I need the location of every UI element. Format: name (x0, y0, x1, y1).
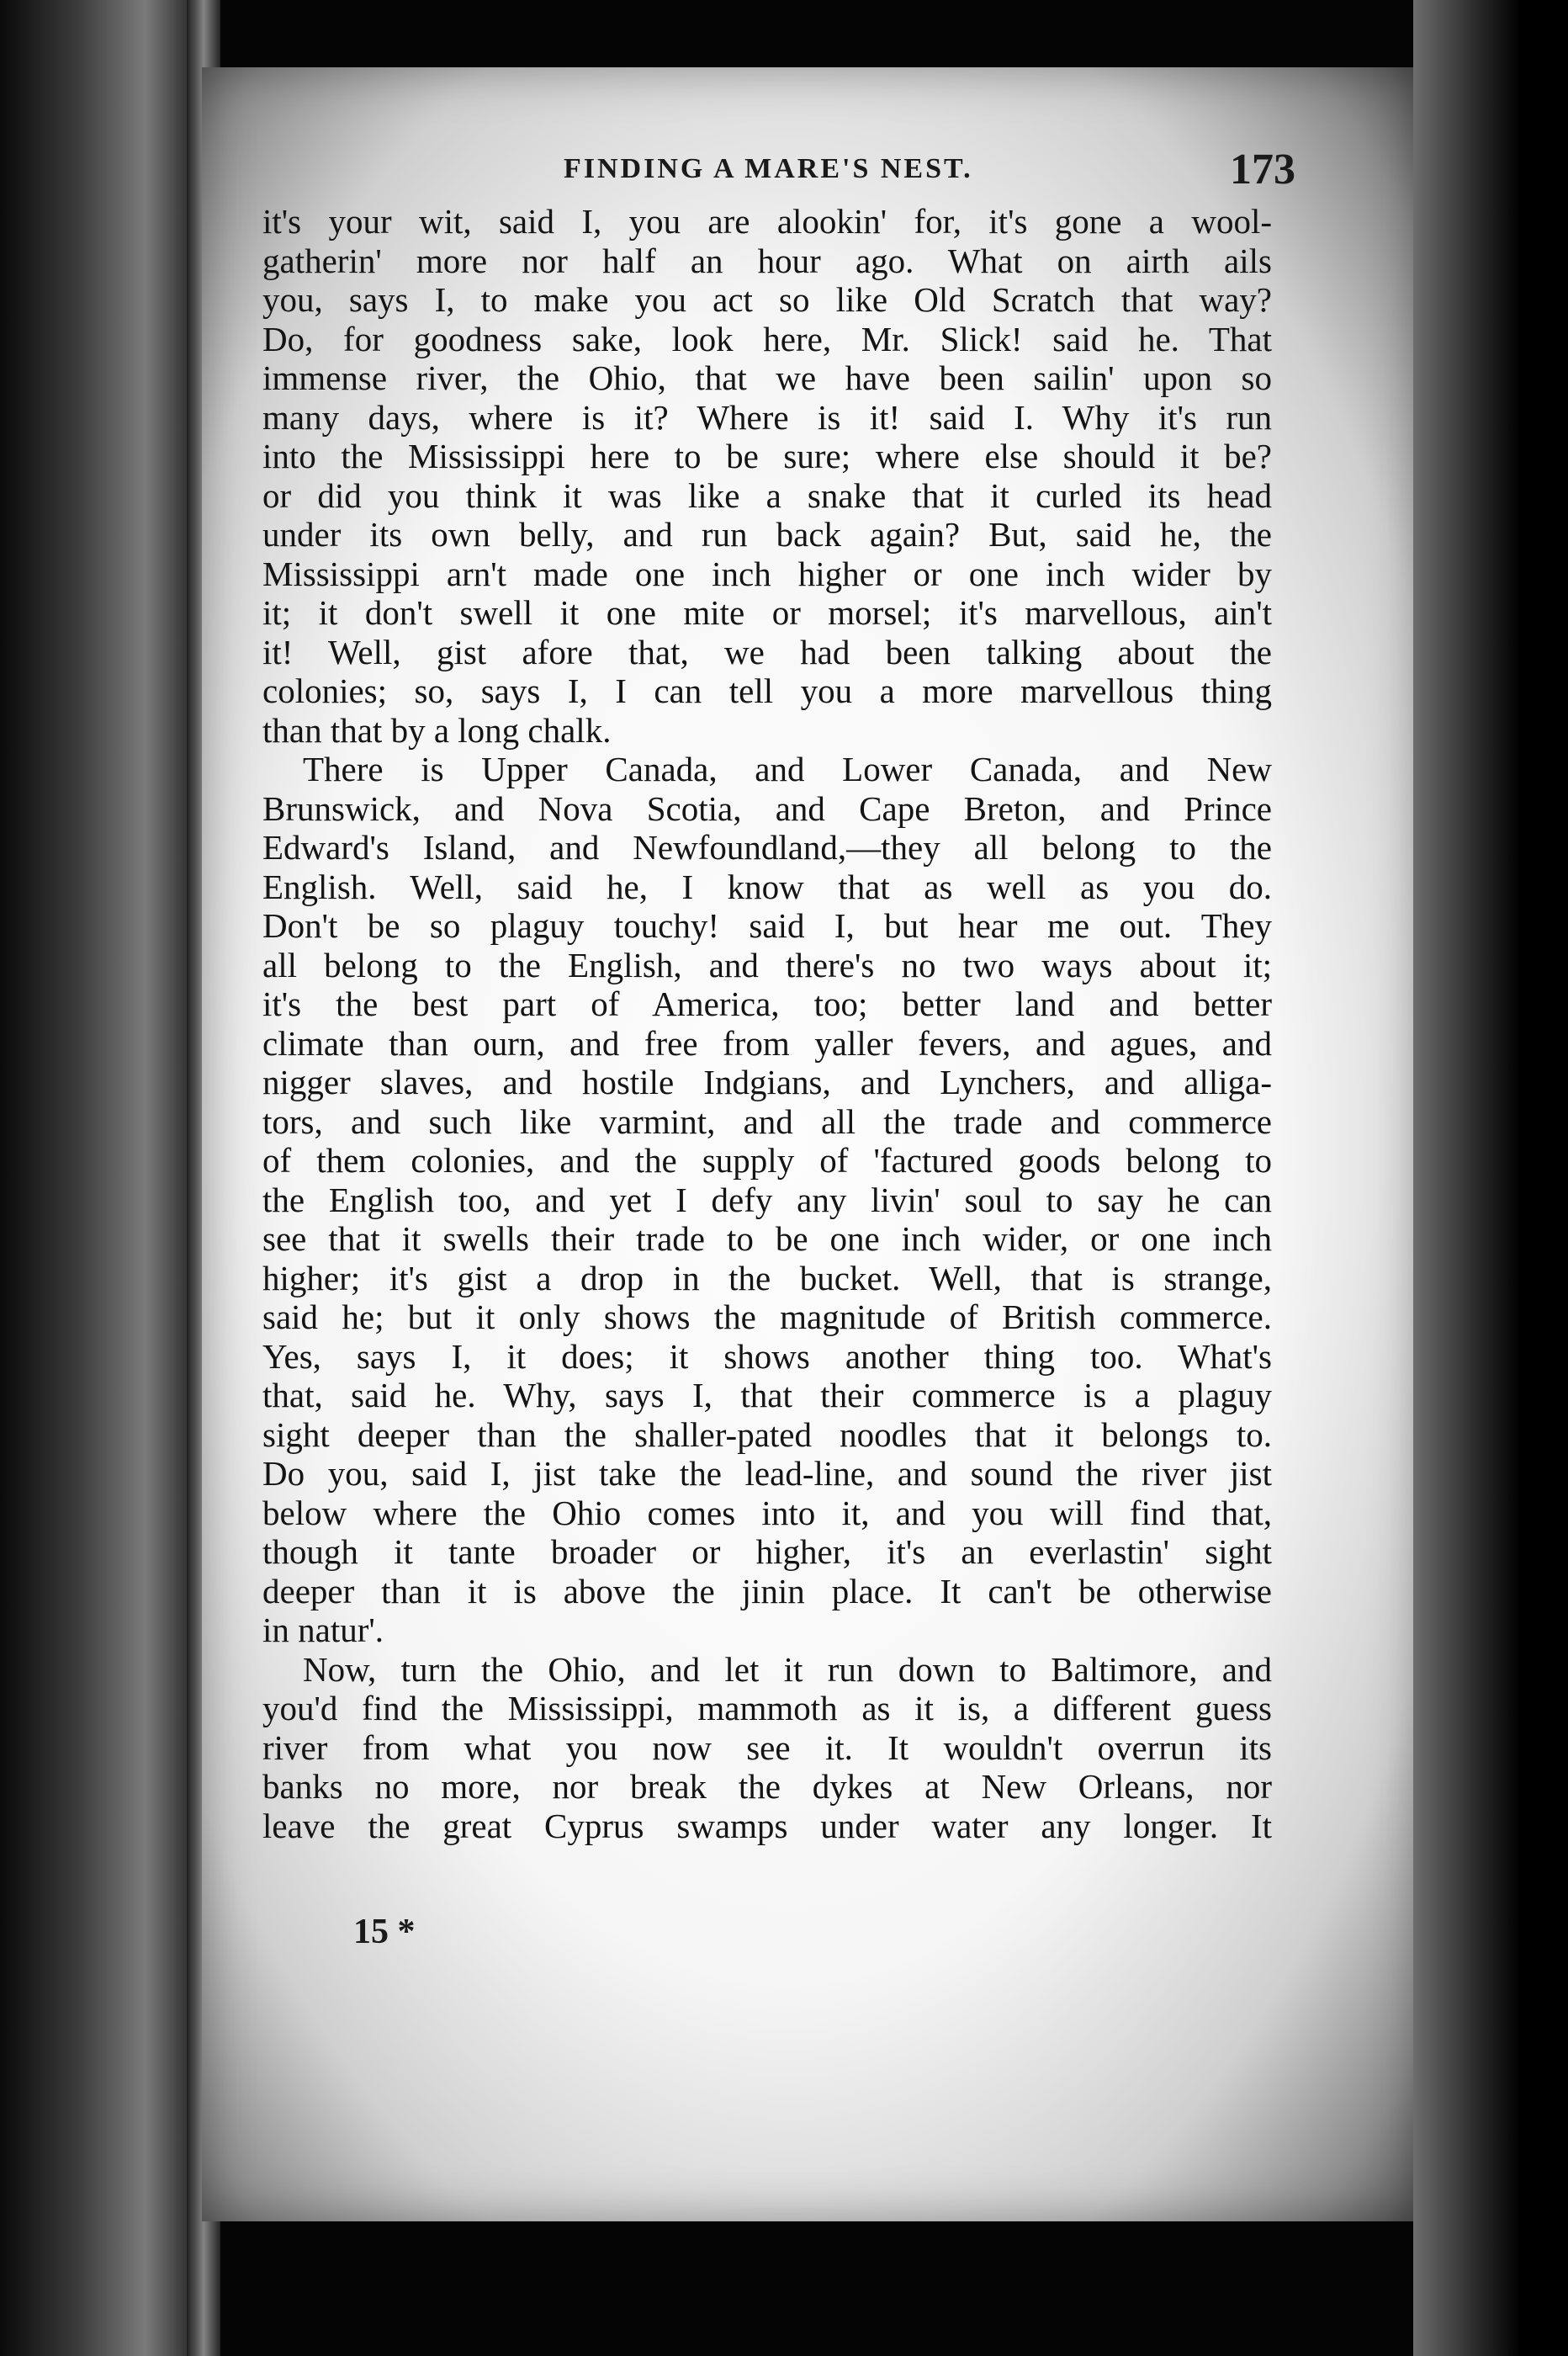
text-line: it! Well, gist afore that, we had been talking about the (262, 632, 1272, 671)
text-line: Do, for goodness sake, look here, Mr. Slick! said he. That (262, 319, 1272, 358)
text-line: the English too, and yet I defy any livin' soul to say he can (262, 1180, 1272, 1219)
running-head: FINDING A MARE'S NEST. (564, 153, 973, 184)
page-header (311, 146, 1295, 200)
text-line: immense river, the Ohio, that we have been sailin' upon so (262, 358, 1272, 397)
text-line: many days, where is it? Where is it! said I. Why it's run (262, 397, 1272, 437)
text-line: sight deeper than the shaller-pated noodles that it belongs to. (262, 1414, 1272, 1454)
text-line: Don't be so plaguy touchy! said I, but hear me out. They (262, 906, 1272, 945)
text-line: nigger slaves, and hostile Indgians, and Lynchers, and alliga- (262, 1063, 1272, 1101)
text-line: Edward's Island, and Newfoundland,—they all belong to the (262, 828, 1272, 867)
text-line: that, said he. Why, says I, that their commerce is a plaguy (262, 1376, 1272, 1414)
text-line: below where the Ohio comes into it, and you will find that, (262, 1493, 1272, 1532)
signature-mark: 15 * (353, 1913, 416, 1951)
text-line: you'd find the Mississippi, mammoth as it is, a different guess (262, 1689, 1272, 1727)
text-line: into the Mississippi here to be sure; where else should it be? (262, 437, 1272, 475)
facing-page-edge (0, 0, 193, 2356)
text-line: Mississippi arn't made one inch higher or one inch wider by (262, 554, 1272, 593)
text-line: English. Well, said he, I know that as well as you do. (262, 867, 1272, 906)
text-line: climate than ourn, and free from yaller fevers, and agues, and (262, 1023, 1272, 1063)
text-line: though it tante broader or higher, it's an everlastin' sight (262, 1532, 1272, 1571)
text-line: tors, and such like varmint, and all the trade and commerce (262, 1101, 1272, 1141)
text-line: river from what you now see it. It wouldn't overrun its (262, 1727, 1272, 1767)
text-line: leave the great Cyprus swamps under water any longer. It (262, 1806, 1272, 1845)
text-line: deeper than it is above the jinin place. It can't be otherwise (262, 1571, 1272, 1610)
page-number: 173 (1230, 146, 1295, 194)
text-line: or did you think it was like a snake that it curled its head (262, 475, 1272, 515)
text-line: it's your wit, said I, you are alookin' for, it's gone a wool- (262, 202, 1272, 241)
text-line: banks no more, nor break the dykes at New Orleans, nor (262, 1767, 1272, 1806)
text-line: of them colonies, and the supply of 'factured goods belong to (262, 1141, 1272, 1180)
text-line: than that by a long chalk. (262, 710, 612, 750)
text-line: higher; it's gist a drop in the bucket. Well, that is strange, (262, 1258, 1272, 1297)
text-line: Brunswick, and Nova Scotia, and Cape Breton, and Prince (262, 788, 1272, 828)
text-line: it's the best part of America, too; better land and better (262, 984, 1272, 1023)
text-line: you, says I, to make you act so like Old Scratch that way? (262, 280, 1272, 319)
text-line: Now, turn the Ohio, and let it run down to Baltimore, and (303, 1649, 1272, 1689)
text-line: see that it swells their trade to be one inch wider, or one inch (262, 1219, 1272, 1258)
text-line: Do you, said I, jist take the lead-line, and sound the river jist (262, 1454, 1272, 1493)
text-line: all belong to the English, and there's no two ways about it; (262, 945, 1272, 984)
text-line: under its own belly, and run back again? But, said he, the (262, 515, 1272, 554)
text-line: in natur'. (262, 1610, 384, 1649)
right-page-edge (1413, 0, 1568, 2356)
text-line: it; it don't swell it one mite or morsel; it's marvellous, ain't (262, 593, 1272, 632)
text-line: There is Upper Canada, and Lower Canada, and New (303, 750, 1272, 788)
text-line: Yes, says I, it does; it shows another thing too. What's (262, 1336, 1272, 1376)
body-text (262, 202, 1272, 1845)
text-line: gatherin' more nor half an hour ago. What on airth ails (262, 241, 1272, 280)
text-line: said he; but it only shows the magnitude of British commerce. (262, 1297, 1272, 1336)
text-line: colonies; so, says I, I can tell you a more marvellous thing (262, 671, 1272, 710)
